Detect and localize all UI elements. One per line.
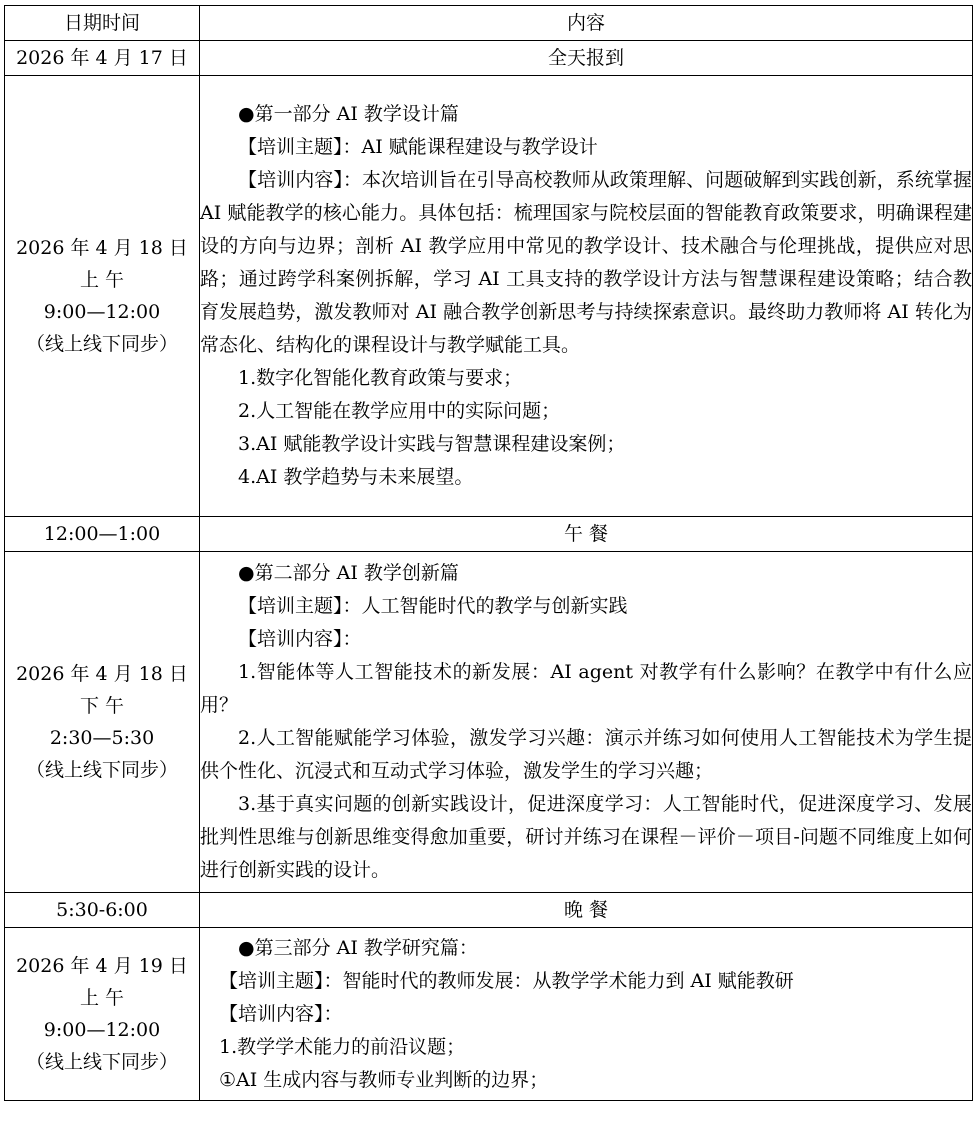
- header-row: [5, 6, 973, 41]
- table-row: [5, 76, 973, 517]
- content-cell: [200, 76, 973, 517]
- date-period: 上 午: [79, 987, 125, 1009]
- list-item: 3.基于真实问题的创新实践设计，促进深度学习：人工智能时代，促进深度学习、发展批判性思维与创新思维变得愈加重要，研讨并练习在课程－评价－项目-问题不同维度上如何进行创新实践的设计。: [200, 793, 972, 881]
- content-cell: 晚 餐: [200, 893, 973, 928]
- training-theme: 【培训主题】：智能时代的教师发展：从教学学术能力到 AI 赋能教研: [219, 969, 794, 992]
- date-time: 9:00—12:00: [43, 1019, 161, 1041]
- date-mode: （线上线下同步）: [25, 1051, 178, 1073]
- date-time: 9:00—12:00: [43, 301, 161, 323]
- training-content: 【培训内容】：: [238, 628, 362, 650]
- table-row: [5, 41, 973, 76]
- table-row: [5, 893, 973, 928]
- header-date: 日期时间: [5, 6, 200, 41]
- schedule-table: [4, 5, 973, 1101]
- table-row: [5, 517, 973, 552]
- date-day: 2026 年 4 月 18 日: [16, 237, 188, 259]
- training-content: 【培训内容】：本次培训旨在引导高校教师从政策理解、问题破解到实践创新，系统掌握 AI 赋能教学的核心能力。具体包括：梳理国家与院校层面的智能教育政策要求，明确课程建设的方向与边界；剖析 AI 教学应用中常见的教学设计、技术融合与伦理挑战，提供应对思路；通过跨学科案例拆解，学习 AI 工具支持的教学设计方法与智慧课程建设策略；结合教育发展趋势，激发教师对 AI 融合教学创新思考与持续探索意识。最终助力教师将 AI 转化为常态化、结构化的课程设计与教学赋能工具。: [200, 169, 972, 356]
- date-cell: 2026 年 4 月 17 日: [5, 41, 200, 76]
- date-cell: [5, 552, 200, 893]
- list-item: ①AI 生成内容与教师专业判断的边界；: [219, 1068, 549, 1091]
- list-item: 2.人工智能赋能学习体验，激发学习兴趣：演示并练习如何使用人工智能技术为学生提供个性化、沉浸式和互动式学习体验，激发学生的学习兴趣；: [200, 727, 972, 782]
- table-row: [5, 928, 973, 1101]
- date-period: 上 午: [79, 269, 125, 291]
- date-cell: [5, 76, 200, 517]
- date-mode: （线上线下同步）: [25, 333, 178, 355]
- date-cell: 5:30-6:00: [5, 893, 200, 928]
- table-row: [5, 552, 973, 893]
- training-theme: 【培训主题】：AI 赋能课程建设与教学设计: [238, 136, 598, 158]
- list-item: 2.人工智能在教学应用中的实际问题；: [238, 400, 561, 422]
- date-time: 2:30—5:30: [49, 727, 155, 749]
- section-heading: ●第二部分 AI 教学创新篇: [238, 562, 459, 584]
- content-cell: 午 餐: [200, 517, 973, 552]
- training-theme: 【培训主题】：人工智能时代的教学与创新实践: [238, 595, 628, 617]
- date-cell: 12:00—1:00: [5, 517, 200, 552]
- list-item: 1.教学学术能力的前沿议题；: [219, 1035, 466, 1058]
- list-item: 3.AI 赋能教学设计实践与智慧课程建设案例；: [238, 433, 626, 455]
- date-mode: （线上线下同步）: [25, 759, 178, 781]
- section-heading: ●第三部分 AI 教学研究篇：: [238, 936, 478, 959]
- list-item: 1.数字化智能化教育政策与要求；: [238, 367, 523, 389]
- date-day: 2026 年 4 月 19 日: [16, 955, 188, 977]
- list-item: 4.AI 教学趋势与未来展望。: [238, 466, 474, 488]
- date-period: 下 午: [79, 695, 125, 717]
- section-heading: ●第一部分 AI 教学设计篇: [238, 103, 459, 125]
- content-cell: 全天报到: [200, 41, 973, 76]
- content-cell: [200, 552, 973, 893]
- list-item: 1.智能体等人工智能技术的新发展：AI agent 对教学有什么影响？在教学中有什么应用？: [200, 661, 972, 716]
- training-content: 【培训内容】：: [219, 1002, 343, 1025]
- content-cell: [200, 928, 973, 1101]
- date-cell: [5, 928, 200, 1101]
- header-content: 内容: [200, 6, 973, 41]
- date-day: 2026 年 4 月 18 日: [16, 663, 188, 685]
